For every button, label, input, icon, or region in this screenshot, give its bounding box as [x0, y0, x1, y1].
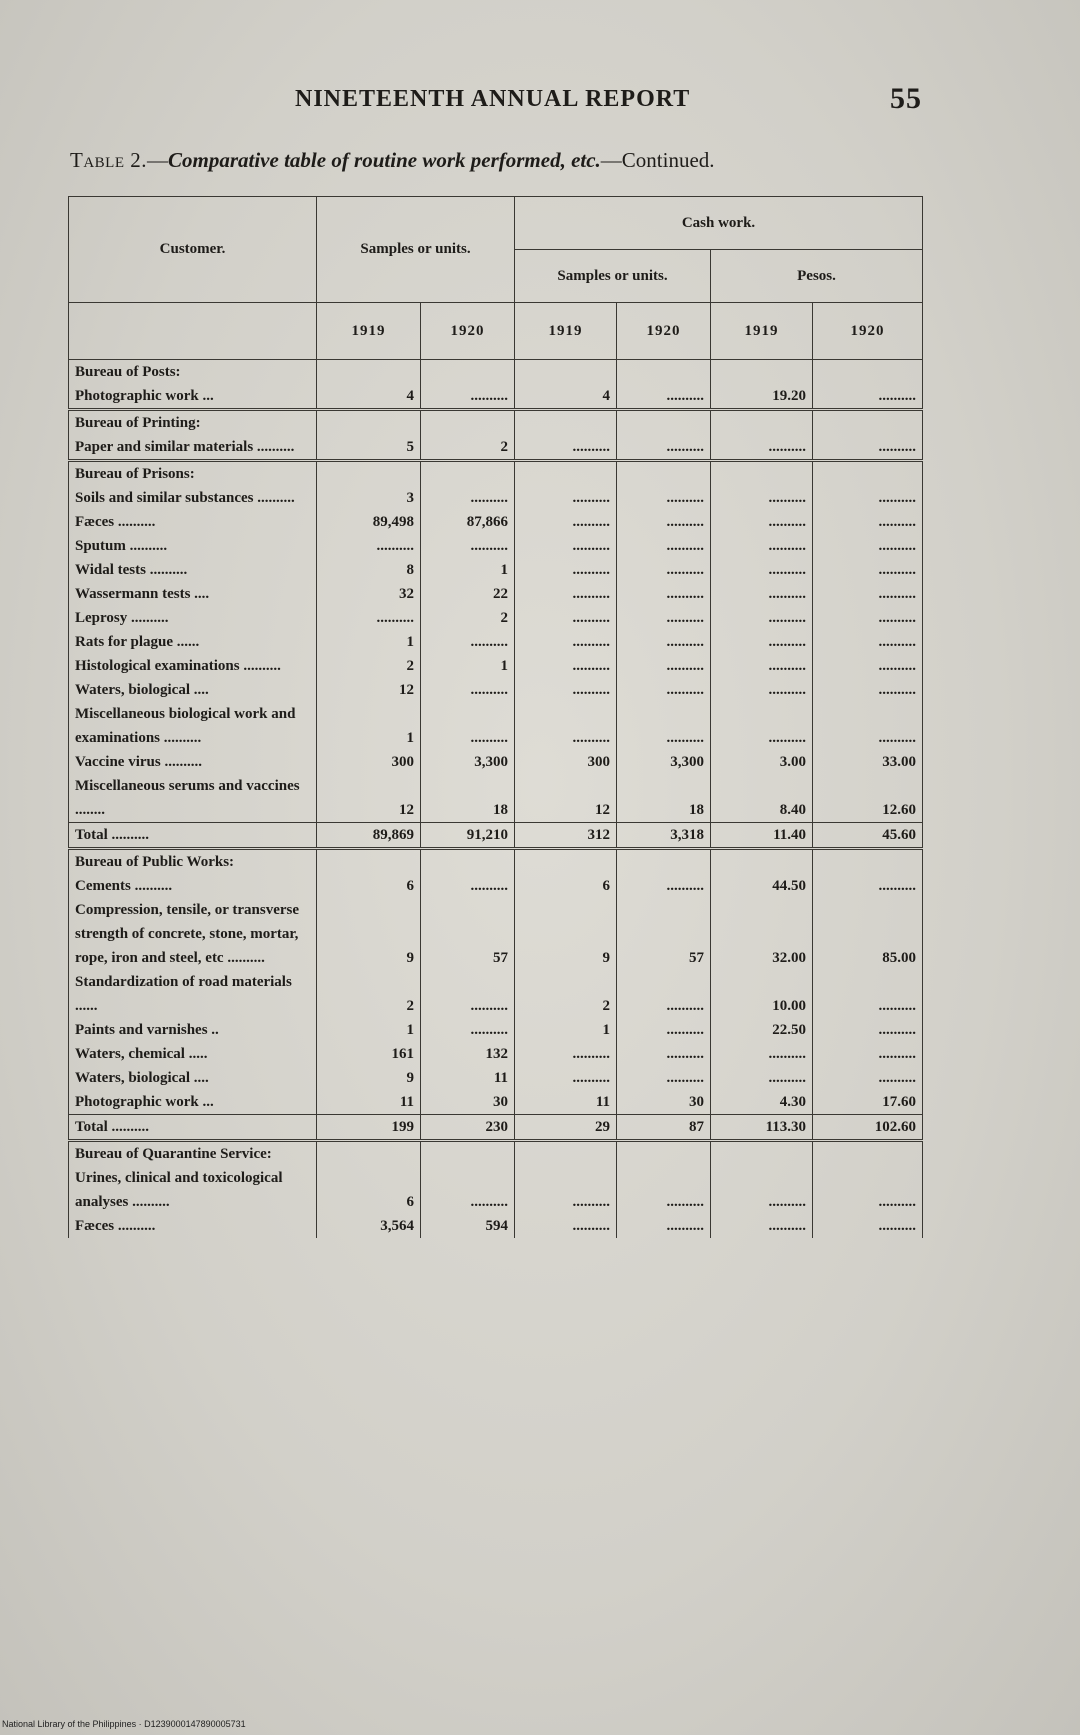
cell-value: ..........	[515, 582, 617, 606]
header-cash-samples: Samples or units.	[515, 250, 711, 303]
cell-value: 33.00	[813, 750, 923, 774]
group-label: Bureau of Posts:	[69, 360, 317, 385]
cell-value: 300	[515, 750, 617, 774]
row-label: Widal tests ..........	[69, 558, 317, 582]
cell-value: ..........	[711, 1066, 813, 1090]
cell-value: 91,210	[421, 823, 515, 849]
cell-value	[515, 1141, 617, 1167]
cell-value: 10.00	[711, 970, 813, 1018]
row-label: Miscellaneous serums and vaccines ........	[69, 774, 317, 823]
cell-value: ..........	[421, 874, 515, 898]
cell-value	[515, 461, 617, 487]
cell-value: ..........	[421, 970, 515, 1018]
cell-value: 3,300	[421, 750, 515, 774]
cell-value: ..........	[617, 1166, 711, 1214]
cell-value	[813, 1141, 923, 1167]
cell-value: ..........	[711, 702, 813, 750]
cell-value: 18	[421, 774, 515, 823]
cell-value: 12.60	[813, 774, 923, 823]
row-label: Photographic work ...	[69, 384, 317, 410]
row-label: Rats for plague ......	[69, 630, 317, 654]
cell-value: 300	[317, 750, 421, 774]
row-label: Leprosy ..........	[69, 606, 317, 630]
header-year: 1919	[711, 303, 813, 360]
cell-value	[515, 849, 617, 875]
cell-value: 17.60	[813, 1090, 923, 1115]
page-number: 55	[890, 82, 922, 115]
group-row	[69, 461, 923, 487]
cell-value	[617, 461, 711, 487]
cell-value: 6	[317, 1166, 421, 1214]
cell-value: 85.00	[813, 898, 923, 970]
table-row	[69, 510, 923, 534]
cell-value: 9	[317, 898, 421, 970]
cell-value: ..........	[515, 534, 617, 558]
cell-value: 3.00	[711, 750, 813, 774]
table-row	[69, 874, 923, 898]
cell-value	[421, 849, 515, 875]
cell-value: 102.60	[813, 1115, 923, 1141]
header-year: 1920	[421, 303, 515, 360]
cell-value: 29	[515, 1115, 617, 1141]
table-row	[69, 678, 923, 702]
cell-value: ..........	[813, 702, 923, 750]
cell-value: ..........	[421, 534, 515, 558]
cell-value: 1	[515, 1018, 617, 1042]
cell-value: ..........	[515, 702, 617, 750]
header-year: 1919	[515, 303, 617, 360]
cell-value: 30	[421, 1090, 515, 1115]
cell-value	[813, 410, 923, 436]
cell-value: 87	[617, 1115, 711, 1141]
table-row	[69, 970, 923, 1018]
cell-value: ..........	[617, 702, 711, 750]
cell-value	[711, 410, 813, 436]
cell-value: ..........	[515, 1066, 617, 1090]
cell-value: ..........	[421, 630, 515, 654]
cell-value: ..........	[813, 606, 923, 630]
cell-value: 18	[617, 774, 711, 823]
cell-value: 6	[317, 874, 421, 898]
cell-value: 44.50	[711, 874, 813, 898]
cell-value: 11.40	[711, 823, 813, 849]
group-row	[69, 849, 923, 875]
cell-value: ..........	[617, 1066, 711, 1090]
group-row	[69, 360, 923, 385]
total-row	[69, 823, 923, 849]
cell-value: ..........	[813, 654, 923, 678]
row-label: Total ..........	[69, 823, 317, 849]
row-label: Photographic work ...	[69, 1090, 317, 1115]
header-blank	[69, 303, 317, 360]
cell-value: ..........	[421, 678, 515, 702]
table-label: Table 2.	[70, 148, 147, 172]
cell-value	[317, 1141, 421, 1167]
table-row	[69, 534, 923, 558]
row-label: Miscellaneous biological work and examinations ..........	[69, 702, 317, 750]
row-label: Sputum ..........	[69, 534, 317, 558]
cell-value: ..........	[421, 486, 515, 510]
routine-work-table	[68, 196, 923, 1238]
cell-value: 1	[317, 1018, 421, 1042]
cell-value: 30	[617, 1090, 711, 1115]
cell-value: ..........	[711, 606, 813, 630]
cell-value: ..........	[617, 970, 711, 1018]
cell-value: 45.60	[813, 823, 923, 849]
cell-value: ..........	[813, 970, 923, 1018]
cell-value: ..........	[711, 1042, 813, 1066]
cell-value: ..........	[813, 510, 923, 534]
cell-value	[617, 849, 711, 875]
cell-value	[421, 1141, 515, 1167]
cell-value: 1	[421, 654, 515, 678]
cell-value: ..........	[515, 510, 617, 534]
cell-value: ..........	[617, 654, 711, 678]
cell-value: 2	[515, 970, 617, 1018]
table-row	[69, 750, 923, 774]
row-label: Fæces ..........	[69, 1214, 317, 1238]
row-label: Paper and similar materials ..........	[69, 435, 317, 461]
cell-value: 12	[515, 774, 617, 823]
cell-value: 161	[317, 1042, 421, 1066]
cell-value: ..........	[711, 678, 813, 702]
group-label: Bureau of Public Works:	[69, 849, 317, 875]
cell-value: ..........	[813, 558, 923, 582]
cell-value: 11	[421, 1066, 515, 1090]
cell-value: 8.40	[711, 774, 813, 823]
row-label: Urines, clinical and toxicological analyses ..........	[69, 1166, 317, 1214]
cell-value: 32.00	[711, 898, 813, 970]
cell-value: ..........	[515, 1166, 617, 1214]
cell-value: ..........	[711, 654, 813, 678]
cell-value: ..........	[813, 384, 923, 410]
cell-value: ..........	[515, 435, 617, 461]
cell-value: ..........	[421, 1166, 515, 1214]
cell-value	[617, 410, 711, 436]
row-label: Histological examinations ..........	[69, 654, 317, 678]
cell-value: ..........	[617, 678, 711, 702]
cell-value: ..........	[617, 1042, 711, 1066]
cell-value: ..........	[515, 558, 617, 582]
cell-value: 6	[515, 874, 617, 898]
cell-value: ..........	[711, 534, 813, 558]
library-stamp: National Library of the Philippines · D1239000147890005731	[2, 1719, 246, 1729]
cell-value: ..........	[813, 678, 923, 702]
cell-value: 4	[515, 384, 617, 410]
header-customer: Customer.	[69, 197, 317, 303]
cell-value: 5	[317, 435, 421, 461]
cell-value	[317, 461, 421, 487]
cell-value	[711, 461, 813, 487]
group-row	[69, 410, 923, 436]
table-row	[69, 558, 923, 582]
table-row	[69, 898, 923, 970]
row-label: Compression, tensile, or transverse strength of concrete, stone, mortar, rope, iron and steel, etc ..........	[69, 898, 317, 970]
row-label: Waters, chemical .....	[69, 1042, 317, 1066]
cell-value: 2	[421, 435, 515, 461]
cell-value	[813, 849, 923, 875]
table-row	[69, 1066, 923, 1090]
table-row	[69, 486, 923, 510]
cell-value: 22	[421, 582, 515, 606]
cell-value: ..........	[515, 606, 617, 630]
cell-value: ..........	[421, 1018, 515, 1042]
cell-value: ..........	[813, 486, 923, 510]
cell-value: 57	[617, 898, 711, 970]
cell-value: 57	[421, 898, 515, 970]
cell-value: 3,564	[317, 1214, 421, 1238]
table-suffix: Continued.	[621, 148, 715, 172]
cell-value: ..........	[617, 534, 711, 558]
cell-value	[515, 410, 617, 436]
cell-value: 9	[515, 898, 617, 970]
cell-value: ..........	[711, 435, 813, 461]
table-body	[69, 360, 923, 1239]
cell-value: 4.30	[711, 1090, 813, 1115]
row-label: Fæces ..........	[69, 510, 317, 534]
cell-value: 11	[317, 1090, 421, 1115]
cell-value: 4	[317, 384, 421, 410]
cell-value: ..........	[617, 630, 711, 654]
cell-value	[711, 849, 813, 875]
cell-value: 3,300	[617, 750, 711, 774]
cell-value	[515, 360, 617, 385]
table-title: Comparative table of routine work performed, etc.	[168, 148, 601, 172]
table-row	[69, 702, 923, 750]
cell-value	[711, 1141, 813, 1167]
table-row	[69, 1042, 923, 1066]
cell-value: 312	[515, 823, 617, 849]
cell-value: 594	[421, 1214, 515, 1238]
header-year: 1919	[317, 303, 421, 360]
cell-value: 3,318	[617, 823, 711, 849]
cell-value: ..........	[813, 435, 923, 461]
cell-value: 1	[421, 558, 515, 582]
cell-value	[813, 461, 923, 487]
cell-value: 9	[317, 1066, 421, 1090]
cell-value: 113.30	[711, 1115, 813, 1141]
cell-value: ..........	[317, 534, 421, 558]
cell-value: 3	[317, 486, 421, 510]
row-label: Soils and similar substances ..........	[69, 486, 317, 510]
cell-value: ..........	[617, 384, 711, 410]
cell-value	[317, 360, 421, 385]
row-label: Vaccine virus ..........	[69, 750, 317, 774]
cell-value: ..........	[515, 630, 617, 654]
table-row	[69, 1166, 923, 1214]
table-row	[69, 774, 923, 823]
cell-value: ..........	[813, 582, 923, 606]
report-title: NINETEENTH ANNUAL REPORT	[295, 86, 691, 112]
cell-value: ..........	[617, 486, 711, 510]
cell-value: ..........	[617, 1018, 711, 1042]
header-samples: Samples or units.	[317, 197, 515, 303]
cell-value: 12	[317, 774, 421, 823]
row-label: Standardization of road materials ......	[69, 970, 317, 1018]
table-row	[69, 1214, 923, 1238]
table-row	[69, 435, 923, 461]
cell-value	[813, 360, 923, 385]
cell-value: 89,498	[317, 510, 421, 534]
cell-value: 132	[421, 1042, 515, 1066]
cell-value	[617, 1141, 711, 1167]
cell-value	[617, 360, 711, 385]
cell-value: ..........	[515, 1042, 617, 1066]
cell-value: ..........	[711, 486, 813, 510]
header-cash-work: Cash work.	[515, 197, 923, 250]
cell-value	[421, 360, 515, 385]
cell-value: 19.20	[711, 384, 813, 410]
cell-value: ..........	[617, 606, 711, 630]
cell-value: ..........	[617, 435, 711, 461]
cell-value: ..........	[617, 582, 711, 606]
cell-value: ..........	[813, 1166, 923, 1214]
row-label: Waters, biological ....	[69, 678, 317, 702]
cell-value: 32	[317, 582, 421, 606]
cell-value: 2	[317, 654, 421, 678]
table-row	[69, 582, 923, 606]
cell-value	[317, 849, 421, 875]
cell-value	[711, 360, 813, 385]
cell-value	[421, 410, 515, 436]
cell-value: ..........	[617, 510, 711, 534]
cell-value: ..........	[711, 582, 813, 606]
cell-value: 1	[317, 702, 421, 750]
row-label: Waters, biological ....	[69, 1066, 317, 1090]
header-pesos: Pesos.	[711, 250, 923, 303]
cell-value: ..........	[813, 534, 923, 558]
row-label: Wassermann tests ....	[69, 582, 317, 606]
table-caption: Table 2.—Comparative table of routine work performed, etc.—Continued.	[70, 148, 715, 172]
cell-value: ..........	[711, 558, 813, 582]
cell-value: ..........	[617, 558, 711, 582]
cell-value: 199	[317, 1115, 421, 1141]
cell-value: ..........	[711, 630, 813, 654]
table-row	[69, 654, 923, 678]
group-label: Bureau of Printing:	[69, 410, 317, 436]
cell-value: 11	[515, 1090, 617, 1115]
cell-value	[421, 461, 515, 487]
table-row	[69, 1090, 923, 1115]
total-row	[69, 1115, 923, 1141]
table-row	[69, 384, 923, 410]
group-row	[69, 1141, 923, 1167]
cell-value: ..........	[813, 1018, 923, 1042]
cell-value: ..........	[711, 510, 813, 534]
cell-value: ..........	[515, 1214, 617, 1238]
header-year: 1920	[617, 303, 711, 360]
row-label: Paints and varnishes ..	[69, 1018, 317, 1042]
group-label: Bureau of Prisons:	[69, 461, 317, 487]
table-row	[69, 1018, 923, 1042]
cell-value: 12	[317, 678, 421, 702]
table-row	[69, 630, 923, 654]
group-label: Bureau of Quarantine Service:	[69, 1141, 317, 1167]
cell-value: ..........	[813, 874, 923, 898]
cell-value: 2	[317, 970, 421, 1018]
cell-value: ..........	[813, 1042, 923, 1066]
cell-value: 1	[317, 630, 421, 654]
cell-value: ..........	[813, 1214, 923, 1238]
cell-value: ..........	[711, 1166, 813, 1214]
cell-value: 8	[317, 558, 421, 582]
cell-value	[317, 410, 421, 436]
row-label: Total ..........	[69, 1115, 317, 1141]
cell-value: ..........	[515, 486, 617, 510]
cell-value: 89,869	[317, 823, 421, 849]
cell-value: ..........	[317, 606, 421, 630]
cell-value: ..........	[515, 654, 617, 678]
cell-value: ..........	[515, 678, 617, 702]
cell-value: 87,866	[421, 510, 515, 534]
row-label: Cements ..........	[69, 874, 317, 898]
cell-value: ..........	[813, 1066, 923, 1090]
cell-value: ..........	[813, 630, 923, 654]
cell-value: ..........	[421, 702, 515, 750]
cell-value: 22.50	[711, 1018, 813, 1042]
cell-value: ..........	[617, 1214, 711, 1238]
table-row	[69, 606, 923, 630]
cell-value: ..........	[617, 874, 711, 898]
cell-value: 2	[421, 606, 515, 630]
cell-value: ..........	[711, 1214, 813, 1238]
header-year: 1920	[813, 303, 923, 360]
cell-value: 230	[421, 1115, 515, 1141]
cell-value: ..........	[421, 384, 515, 410]
